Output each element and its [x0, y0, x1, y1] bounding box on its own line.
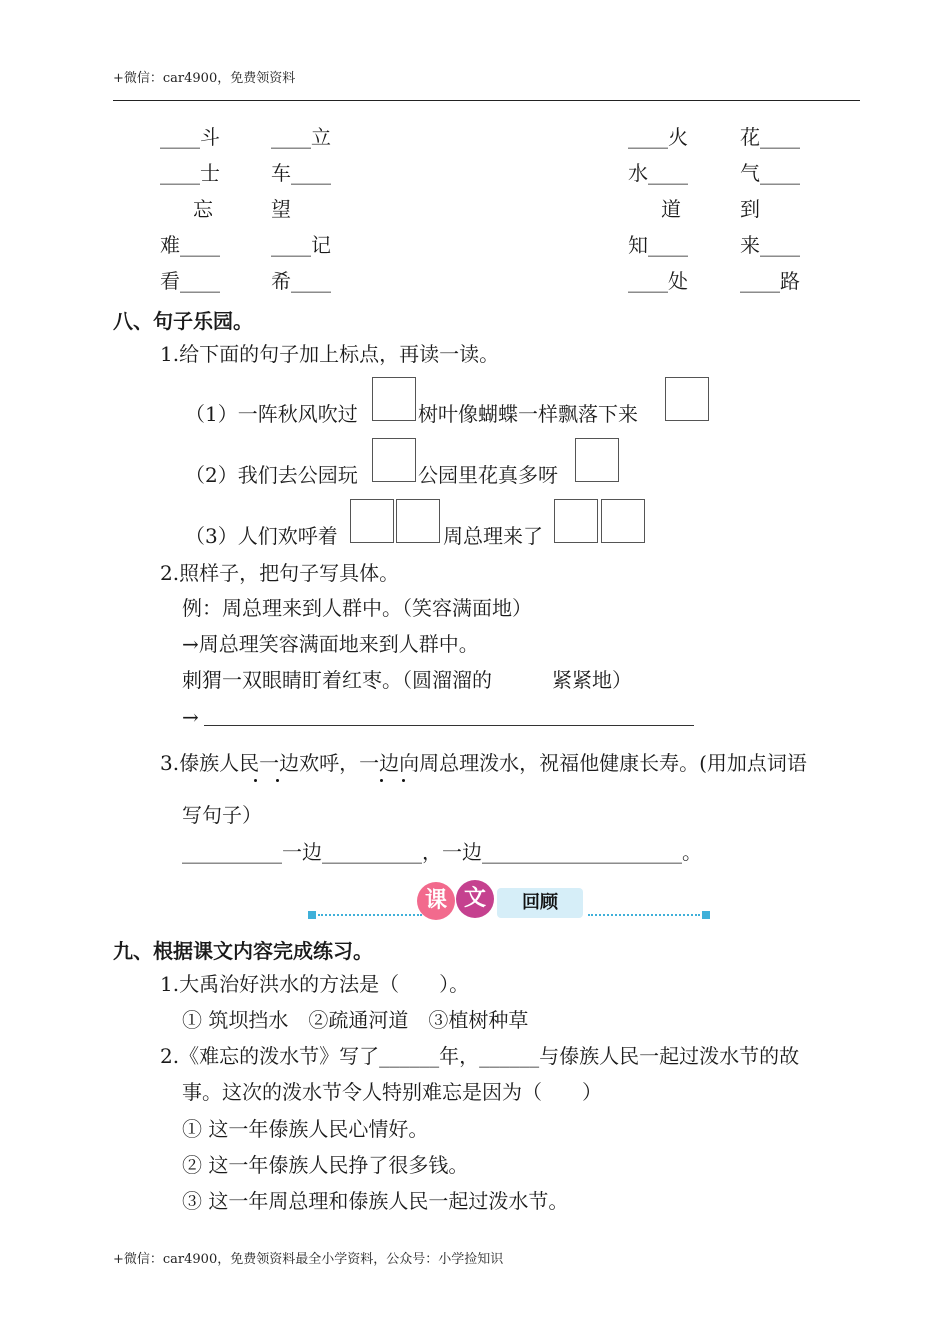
banner-square	[702, 911, 710, 919]
s9-q1-prompt: 1.大禹治好洪水的方法是（ ）。	[160, 972, 470, 996]
punctuation-box[interactable]	[350, 499, 394, 543]
q2-answer-line[interactable]	[204, 725, 694, 726]
word-cell: 花____	[740, 125, 800, 149]
page-header: +微信：car4900，免费领资料	[113, 71, 296, 86]
banner-dash	[588, 914, 700, 916]
word-cell: ____火	[628, 125, 688, 149]
emphasis-dot	[254, 779, 257, 782]
emphasis-dot	[380, 779, 383, 782]
punctuation-box[interactable]	[396, 499, 440, 543]
s9-q2-option-2: ② 这一年傣族人民挣了很多钱。	[182, 1153, 469, 1177]
word-cell: 难____	[160, 233, 220, 257]
word-cell: ____路	[740, 269, 800, 293]
word-cell: ____记	[271, 233, 331, 257]
word-cell: 车____	[271, 161, 331, 185]
word-cell: ____士	[160, 161, 220, 185]
section-8-title: 八、句子乐园。	[113, 309, 253, 333]
q2-example: 例：周总理来到人群中。（笑容满面地）	[182, 596, 532, 620]
q3-prompt-cont: 写句子）	[182, 803, 262, 827]
banner-square	[308, 911, 316, 919]
banner-char-1: 课	[417, 882, 455, 920]
q2-arrow: →	[182, 705, 199, 729]
word-cell: ____斗	[160, 125, 220, 149]
punctuation-box[interactable]	[372, 438, 416, 482]
q2-example-result: →周总理笑容满面地来到人群中。	[182, 632, 479, 656]
q3-fill-line[interactable]: __________一边__________，一边____________________。	[182, 840, 702, 864]
banner-label: 回顾	[497, 888, 583, 918]
word-cell: 到	[740, 197, 760, 221]
s9-q1-options: ① 筑坝挡水 ②疏通河道 ③植树种草	[182, 1008, 529, 1032]
punctuation-box[interactable]	[372, 377, 416, 421]
emphasis-dot	[276, 779, 279, 782]
word-cell: 忘	[193, 197, 213, 221]
banner-char-2: 文	[456, 880, 494, 918]
punctuation-box[interactable]	[575, 438, 619, 482]
punctuation-box[interactable]	[601, 499, 645, 543]
word-cell: ____立	[271, 125, 331, 149]
sentence-3-part-a: （3）人们欢呼着	[185, 524, 338, 548]
emphasis-dot	[402, 779, 405, 782]
sentence-3-part-b: 周总理来了	[443, 524, 543, 548]
sentence-2-part-b: 公园里花真多呀	[418, 463, 558, 487]
word-cell: 看____	[160, 269, 220, 293]
q2-task: 刺猬一双眼睛盯着红枣。（圆溜溜的 紧紧地）	[182, 668, 632, 692]
q2-prompt: 2.照样子，把句子写具体。	[160, 561, 400, 585]
page-footer: +微信：car4900，免费领资料最全小学资料，公众号：小学捡知识	[113, 1252, 504, 1267]
punctuation-box[interactable]	[554, 499, 598, 543]
s9-q2-line1: 2.《难忘的泼水节》写了______年，______与傣族人民一起过泼水节的故	[160, 1044, 800, 1068]
word-cell: ____处	[628, 269, 688, 293]
punctuation-box[interactable]	[665, 377, 709, 421]
word-cell: 望	[271, 197, 291, 221]
word-cell: 知____	[628, 233, 688, 257]
sentence-2-part-a: （2）我们去公园玩	[185, 463, 358, 487]
word-cell: 气____	[740, 161, 800, 185]
word-cell: 道	[661, 197, 681, 221]
banner-dash	[318, 914, 422, 916]
sentence-1-part-a: （1）一阵秋风吹过	[185, 402, 358, 426]
word-cell: 来____	[740, 233, 800, 257]
sentence-1-part-b: 树叶像蝴蝶一样飘落下来	[418, 402, 638, 426]
word-cell: 水____	[628, 161, 688, 185]
s9-q2-option-1: ① 这一年傣族人民心情好。	[182, 1117, 429, 1141]
word-cell: 希____	[271, 269, 331, 293]
q3-prompt: 3.傣族人民一边欢呼，一边向周总理泼水，祝福他健康长寿。(用加点词语	[160, 751, 807, 775]
s9-q2-line2: 事。这次的泼水节令人特别难忘是因为（ ）	[182, 1080, 602, 1104]
s9-q2-option-3: ③ 这一年周总理和傣族人民一起过泼水节。	[182, 1189, 569, 1213]
section-9-title: 九、根据课文内容完成练习。	[113, 939, 373, 963]
header-rule	[113, 100, 860, 101]
q1-prompt: 1.给下面的句子加上标点，再读一读。	[160, 342, 500, 366]
